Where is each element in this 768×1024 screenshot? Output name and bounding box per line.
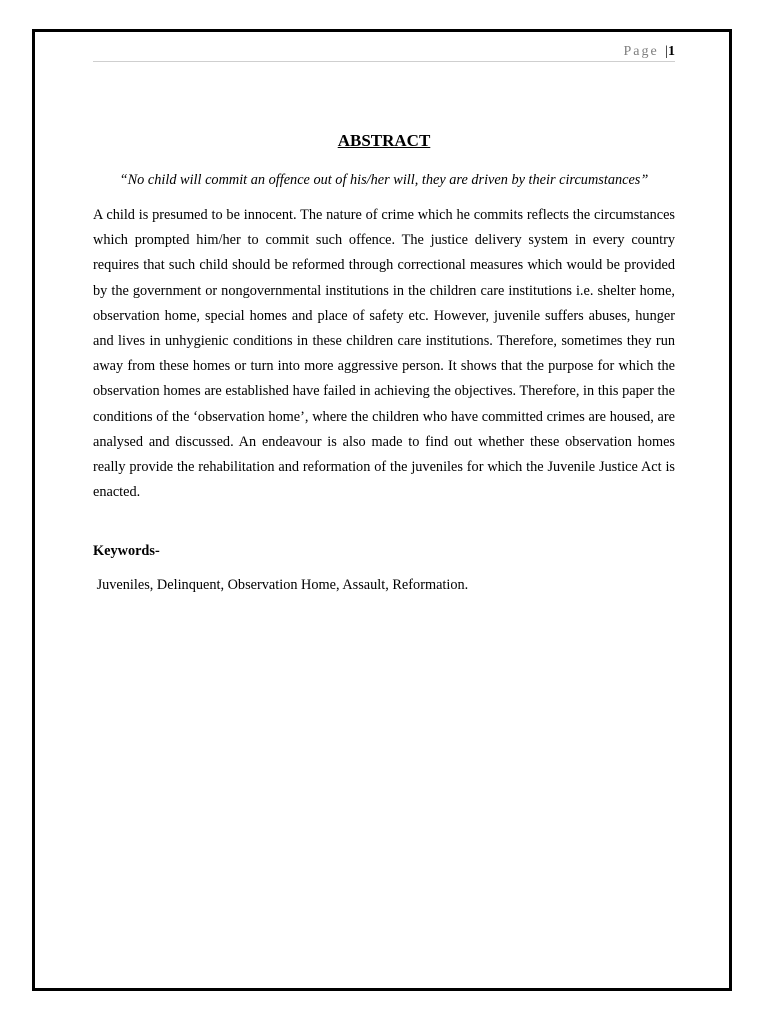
abstract-body: A child is presumed to be innocent. The nature of crime which he commits reflects the circumstances which prompted him/her to commit such offence. The justice delivery system in every country requires that such child should be reformed through correctional measures which would be provided by the government or nongovernmental institutions in the children care institutions i.e. shelter home, observation home, special homes and place of safety etc. However, juvenile suffers abuses, hunger and lives in unhygienic conditions in these children care institutions. Therefore, sometimes they run away from these homes or turn into more aggressive person. It shows that the purpose for which the observation homes are established have failed in achieving the objectives. Therefore, in this paper the conditions of the ‘observation home’, where the children who have committed crimes are housed, are analysed and discussed. An endeavour is also made to find out whether these observation homes really provide the rehabilitation and reformation of the juveniles for which the Juvenile Justice Act is enacted. (93, 207, 675, 501)
page-separator: | (665, 44, 668, 59)
abstract-title: ABSTRACT (337, 131, 431, 150)
page-number: 1 (668, 44, 675, 59)
page-label: Page (623, 44, 659, 59)
page-header (93, 43, 675, 62)
keywords-label: Keywords- (93, 543, 160, 559)
keywords-list: Juveniles, Delinquent, Observation Home, Assault, Reformation. (93, 577, 469, 593)
epigraph-quote: “No child will commit an offence out of his/her will, they are driven by their circumstances” (119, 172, 649, 188)
page-number-indicator (623, 43, 675, 61)
